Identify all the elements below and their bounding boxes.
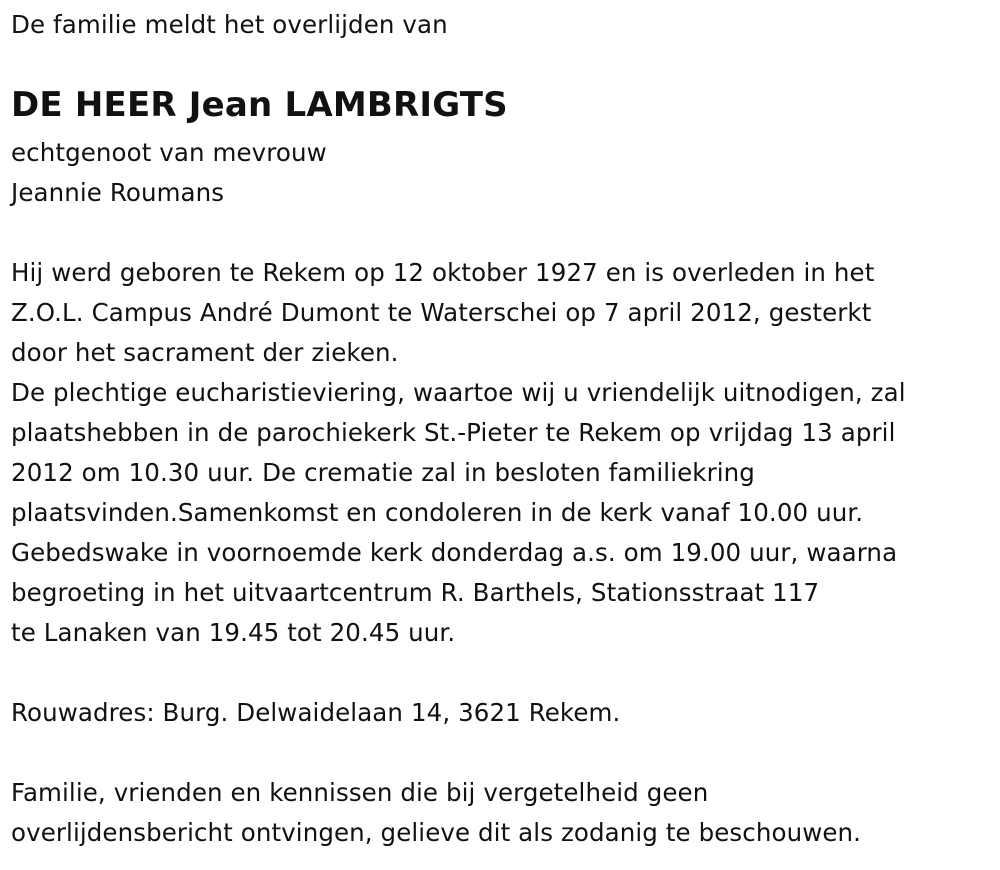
mourning-address: Rouwadres: Burg. Delwaidelaan 14, 3621 Rekem. xyxy=(11,698,621,727)
body-line: plaatshebben in de parochiekerk St.-Pieter te Rekem op vrijdag 13 april xyxy=(11,418,896,447)
body-line: te Lanaken van 19.45 tot 20.45 uur. xyxy=(11,618,456,647)
spouse-block xyxy=(11,133,327,213)
closing-line: Familie, vrienden en kennissen die bij vergetelheid geen xyxy=(11,778,709,807)
body-line: door het sacrament der zieken. xyxy=(11,338,399,367)
obituary-body xyxy=(11,253,906,653)
body-line: Gebedswake in voornoemde kerk donderdag a.s. om 19.00 uur, waarna xyxy=(11,538,898,567)
deceased-name: DE HEER Jean LAMBRIGTS xyxy=(11,85,508,125)
intro-text: De familie meldt het overlijden van xyxy=(11,10,448,39)
body-line: Hij werd geboren te Rekem op 12 oktober 1927 en is overleden in het xyxy=(11,258,875,287)
body-line: 2012 om 10.30 uur. De crematie zal in besloten familiekring xyxy=(11,458,755,487)
body-line: begroeting in het uitvaartcentrum R. Barthels, Stationsstraat 117 xyxy=(11,578,820,607)
spouse-line: echtgenoot van mevrouw xyxy=(11,138,327,167)
body-line: De plechtige eucharistieviering, waartoe wij u vriendelijk uitnodigen, zal xyxy=(11,378,906,407)
closing-note xyxy=(11,773,861,853)
spouse-line: Jeannie Roumans xyxy=(11,178,225,207)
body-line: Z.O.L. Campus André Dumont te Waterschei op 7 april 2012, gesterkt xyxy=(11,298,872,327)
closing-line: overlijdensbericht ontvingen, gelieve dit als zodanig te beschouwen. xyxy=(11,818,862,847)
body-line: plaatsvinden.Samenkomst en condoleren in de kerk vanaf 10.00 uur. xyxy=(11,498,864,527)
